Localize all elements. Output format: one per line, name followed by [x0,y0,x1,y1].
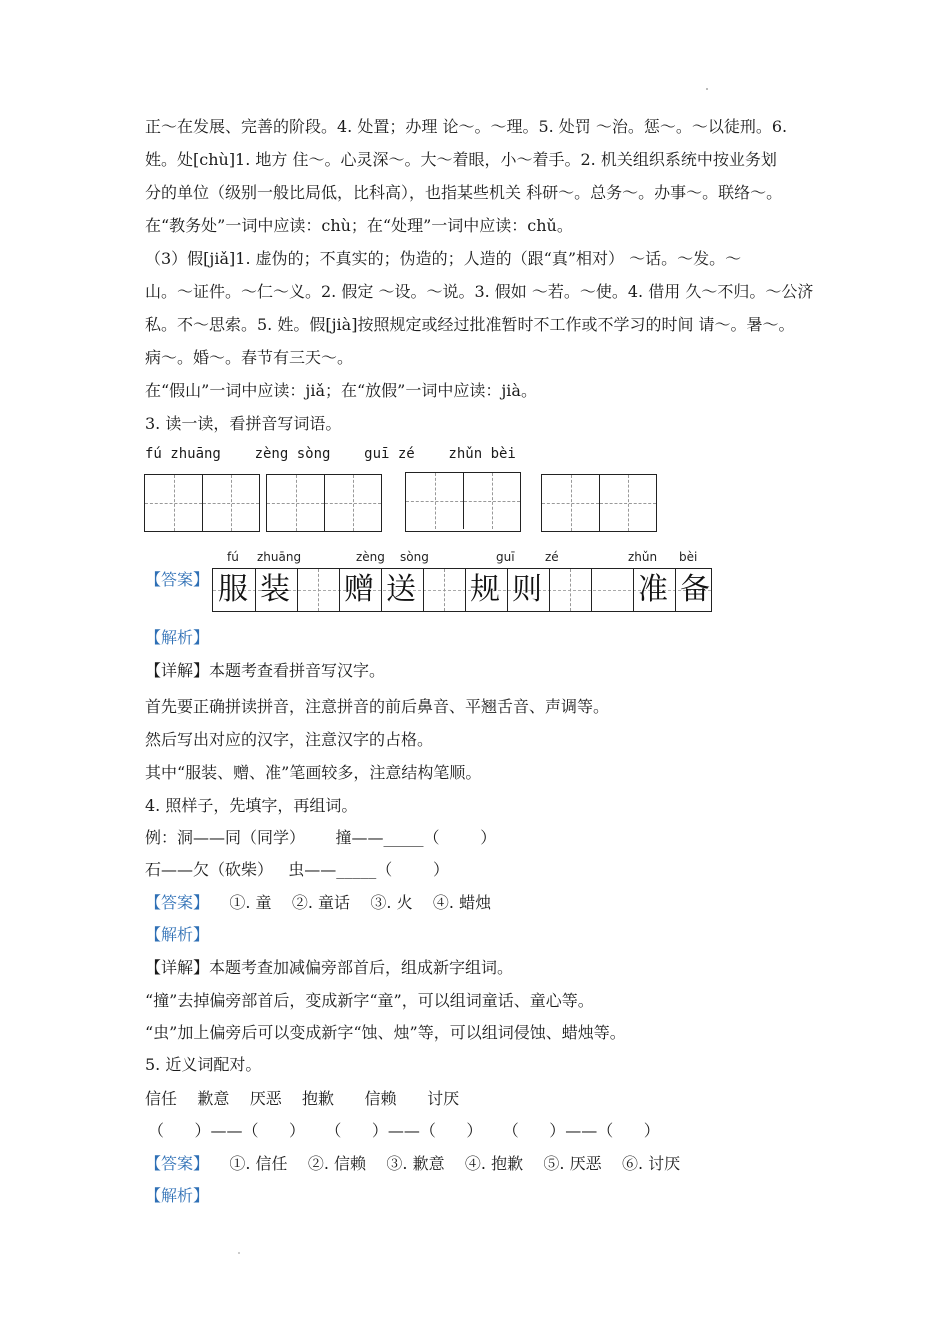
answer-char: 准 [638,572,668,607]
text-line: 在“教务处”一词中应读：chù；在“处理”一词中应读：chǔ。 [145,216,573,235]
page-mark [238,1252,240,1254]
question-4-line: 石——欠（砍柴） 虫——_____（ ） [145,860,449,879]
question-5-words: 信任 歉意 厌恶 抱歉 信赖 讨厌 [145,1089,460,1108]
text-line: （3）假[jiǎ]1. 虚伪的；不真实的；伪造的；人造的（跟“真”相对） ～话。～发。～ [145,249,742,268]
question-4-title: 4. 照样子，先填字，再组词。 [145,796,358,815]
answer-pinyin: zé [545,550,559,564]
answer-char: 赠 [344,572,374,607]
answer-line [145,1153,680,1175]
answer-label: 【答案】 [145,570,210,589]
answer-pinyin: bèi [679,550,698,564]
detail-line [145,660,385,682]
answer-char: 装 [260,572,290,607]
text-line: 首先要正确拼读拼音，注意拼音的前后鼻音、平翘舌音、声调等。 [145,697,610,716]
answer-label: 【答案】 [145,1154,210,1173]
answer-char: 备 [680,572,710,607]
question-5-pairs: （ ）——（ ） （ ）——（ ） （ ）——（ ） [148,1121,660,1140]
detail-label: 【详解】 [145,661,210,680]
answer-text: ①. 童 ②. 童话 ③. 火 ④. 蜡烛 [229,893,492,912]
answer-line [145,892,491,914]
writing-box-1[interactable] [144,474,260,532]
writing-box-4[interactable] [541,474,657,532]
text-line: “虫”加上偏旁后可以变成新字“蚀、烛”等，可以组词侵蚀、蜡烛等。 [145,1023,626,1042]
page-mark [706,88,708,90]
question-5-title: 5. 近义词配对。 [145,1055,262,1074]
answer-char: 送 [386,572,416,607]
text-line: 私。不～思索。5. 姓。假[jià]按照规定或经过批准暂时不工作或不学习的时间 请～。暑～。 [145,315,795,334]
answer-text: ①. 信任 ②. 信赖 ③. 歉意 ④. 抱歉 ⑤. 厌恶 ⑥. 讨厌 [229,1154,681,1173]
question-4-example: 例：洞——同（同学） 撞——_____（ ） [145,828,497,847]
answer-pinyin: sòng [400,550,429,564]
text-line: 山。～证件。～仁～义。2. 假定 ～设。～说。3. 假如 ～若。～使。4. 借用 久～不归。～公济 [145,282,814,301]
answer-pinyin: fú [227,550,239,564]
detail-text: 本题考查看拼音写汉字。 [209,661,386,680]
text-line: 然后写出对应的汉字，注意汉字的占格。 [145,730,434,749]
text-line: 其中“服装、赠、准”笔画较多，注意结构笔顺。 [145,763,482,782]
answer-pinyin: zhuāng [257,550,302,564]
writing-box-3[interactable] [405,472,521,532]
analysis-label: 【解析】 [145,925,210,944]
question-3-title: 3. 读一读，看拼音写词语。 [145,414,342,433]
analysis-label: 【解析】 [145,1186,210,1205]
answer-pinyin: zèng [356,550,385,564]
detail-line [145,957,513,979]
answer-pinyin: guī [496,550,515,564]
answer-char: 服 [218,572,248,607]
analysis-label: 【解析】 [145,628,210,647]
text-line: 病～。婚～。春节有三天～。 [145,348,354,367]
answer-char: 则 [512,572,542,607]
text-line: 在“假山”一词中应读：jiǎ；在“放假”一词中应读：jià。 [145,381,537,400]
answer-pinyin: zhǔn [628,550,658,564]
text-line: 正～在发展、完善的阶段。4. 处置；办理 论～。～理。5. 处罚 ～治。惩～。～以徒刑。6. [145,117,788,136]
detail-label: 【详解】 [145,958,210,977]
pinyin-prompt: fú zhuāng zèng sòng guī zé zhǔn bèi [145,446,516,462]
writing-box-2[interactable] [266,474,382,532]
answer-char: 规 [470,572,500,607]
detail-text: 本题考查加减偏旁部首后，组成新字组词。 [209,958,514,977]
text-line: 分的单位（级别一般比局低，比科高），也指某些机关 科研～。总务～。办事～。联络～。 [145,183,783,202]
text-line: “撞”去掉偏旁部首后，变成新字“童”，可以组词童话、童心等。 [145,991,594,1010]
answer-label: 【答案】 [145,893,210,912]
text-line: 姓。处[chù]1. 地方 住～。心灵深～。大～着眼，小～着手。2. 机关组织系统中按业务划 [145,150,777,169]
